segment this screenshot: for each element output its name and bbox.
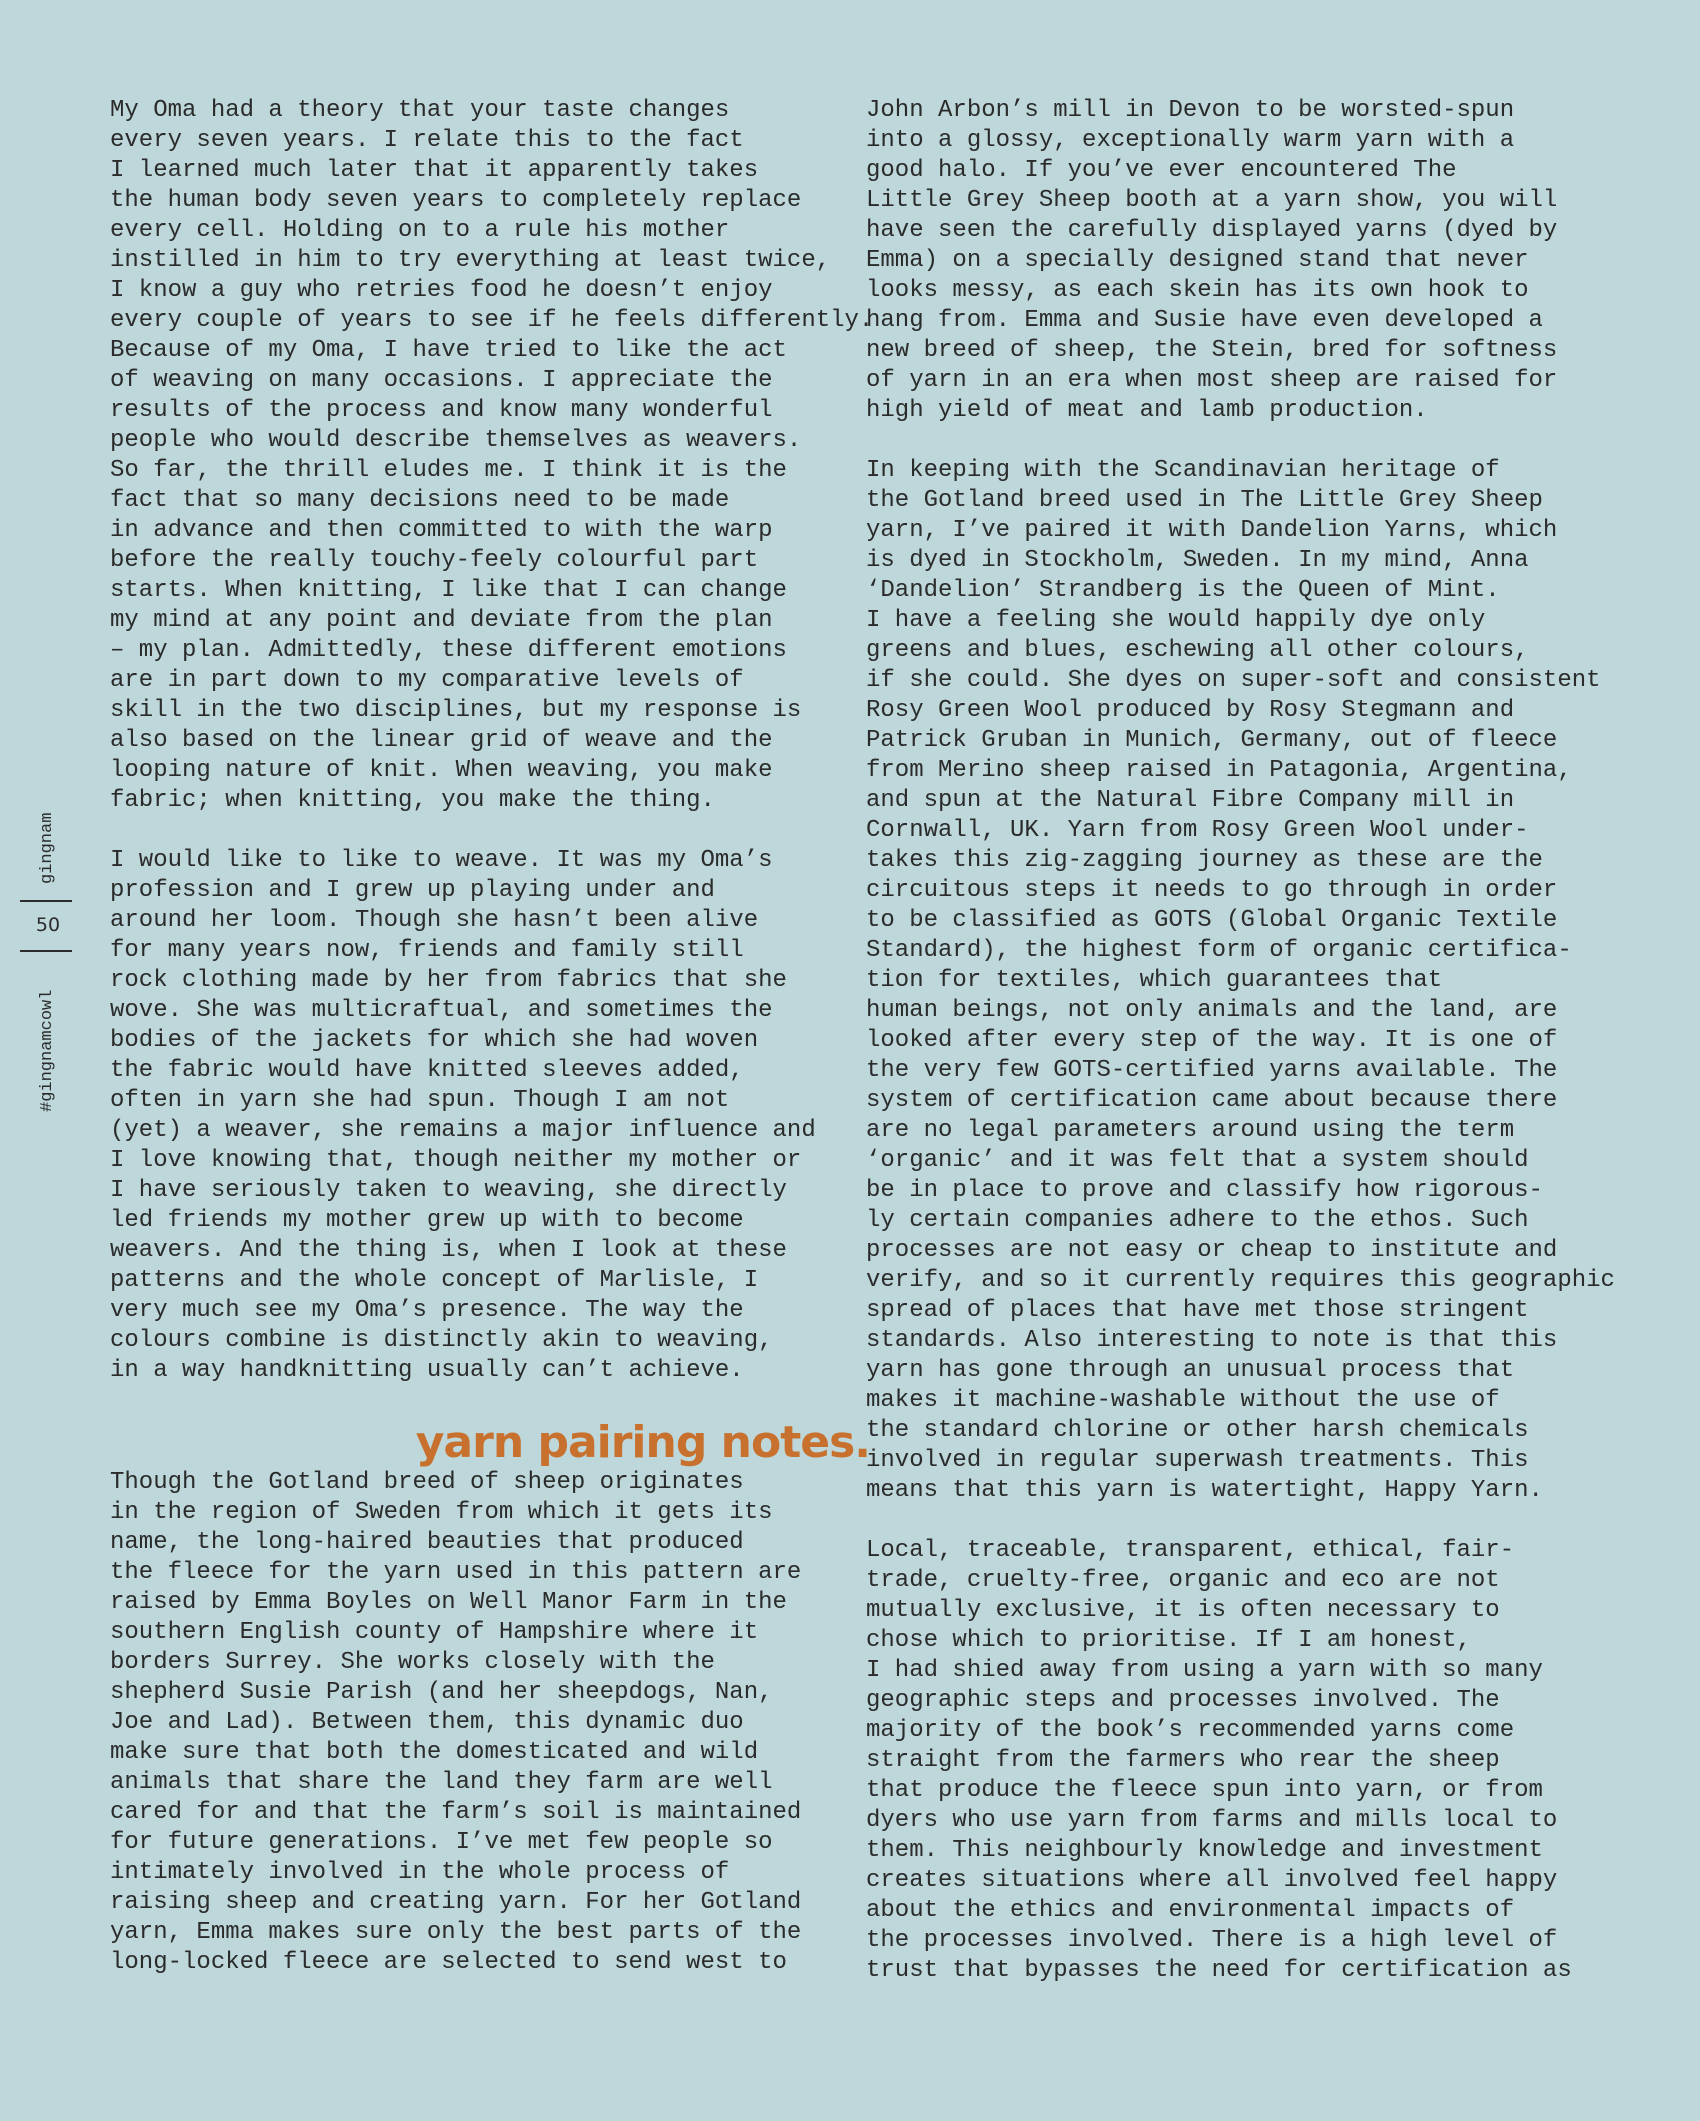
paragraph-gap [866,1506,1626,1536]
right-paragraph-3: Local, traceable, transparent, ethical, fair- trade, cruelty-free, organic and eco are not mutually exclusive, it is often necessary to chose which to prioritise. If I am honest, I had shied away from using a yarn with so many geographic steps and processes involved. The majority of the book’s recommended yarns come straight from the farmers who rear the sheep that produce the fleece spun into yarn, or from dyers who use yarn from farms and mills local to them. This neighbourly knowledge and investment creates situations where all involved feel happy about the ethics and environmental impacts of the processes involved. There is a high level of trust that bypasses the need for certification as [866,1537,1572,1984]
left-paragraph-3: Though the Gotland breed of sheep originates in the region of Sweden from which it gets its name, the long-haired beauties that produced the fleece for the yarn used in this pattern are raised by Emma Boyles on Well Manor Farm in the southern English county of Hampshire where it borders Surrey. She works closely with the shepherd Susie Parish (and her sheepdogs, Nan, Joe and Lad). Between them, this dynamic duo make sure that both the domesticated and wild animals that share the land they farm are well cared for and that the farm’s soil is maintained for future generations. I’ve met few people so intimately involved in the whole process of raising sheep and creating yarn. For her Gotland yarn, Emma makes sure only the best parts of the long-locked fleece are selected to send west to [110,1469,802,1976]
left-column [110,96,874,1978]
paragraph-gap [866,426,1626,456]
sidebar-hashtag: #gingnamcowl [38,989,57,1112]
page-number: 50 [35,914,61,936]
section-heading: yarn pairing notes. [415,1417,870,1468]
right-column [866,96,1626,1986]
section-heading-wrap [110,1417,870,1468]
sidebar-title: gingnam [38,812,57,884]
sidebar-divider-bottom [20,950,72,952]
left-paragraph-2: I would like to like to weave. It was my Oma’s profession and I grew up playing under and around her loom. Though she hasn’t been alive for many years now, friends and family still rock clothing made by her from fabrics that she wove. She was multicraftual, and sometimes the bodies of the jackets for which she had woven the fabric would have knitted sleeves added, often in yarn she had spun. Though I am not (yet) a weaver, she remains a major influence and I love knowing that, though neither my mother or I have seriously taken to weaving, she directly led friends my mother grew up with to become weavers. And the thing is, when I look at these patterns and the whole concept of Marlisle, I very much see my Oma’s presence. The way the colours combine is distinctly akin to weaving, in a way handknitting usually can’t achieve. [110,847,816,1384]
sidebar-divider-top [20,900,72,902]
right-paragraph-1: John Arbon’s mill in Devon to be worsted-spun into a glossy, exceptionally warm yarn with a good halo. If you’ve ever encountered The Little Grey Sheep booth at a yarn show, you will have seen the carefully displayed yarns (dyed by Emma) on a specially designed stand that never looks messy, as each skein has its own hook to hang from. Emma and Susie have even developed a new breed of sheep, the Stein, bred for softness of yarn in an era when most sheep are raised for high yield of meat and lamb production. [866,97,1558,424]
page-sidebar [28,790,68,1120]
paragraph-gap [110,816,870,846]
right-paragraph-2: In keeping with the Scandinavian heritage of the Gotland breed used in The Little Grey Sheep yarn, I’ve paired it with Dandelion Yarns, which is dyed in Stockholm, Sweden. In my mind, Anna ‘Dandelion’ Strandberg is the Queen of Mint. I have a feeling she would happily dye only greens and blues, eschewing all other colours, if she could. She dyes on super-soft and consistent Rosy Green Wool produced by Rosy Stegmann and Patrick Gruban in Munich, Germany, out of fleece from Merino sheep raised in Patagonia, Argentina, and spun at the Natural Fibre Company mill in Cornwall, UK. Yarn from Rosy Green Wool under- takes this zig-zagging journey as these are the circuitous steps it needs to go through in order to be classified as GOTS (Global Organic Textile Standard), the highest form of organic certifica- tion for textiles, which guarantees that human beings, not only animals and the land, are looked after every step of the way. It is one of the very few GOTS-certified yarns available. The system of certification came about because there are no legal parameters around using the term ‘organic’ and it was felt that a system should be in place to prove and classify how rigorous- ly certain companies adhere to the ethos. Such processes are not easy or cheap to institute and verify, and so it currently requires this geographic spread of places that have met those stringent standards. Also interesting to note is that this yarn has gone through an unusual process that makes it machine-washable without the use of the standard chlorine or other harsh chemicals involved in regular superwash treatments. This means that this yarn is watertight, Happy Yarn. [866,457,1615,1504]
left-paragraph-1: My Oma had a theory that your taste changes every seven years. I relate this to the fact I learned much later that it apparently takes the human body seven years to completely replace every cell. Holding on to a rule his mother instilled in him to try everything at least twice, I know a guy who retries food he doesn’t enjoy every couple of years to see if he feels differently. Because of my Oma, I have tried to like the act of weaving on many occasions. I appreciate the results of the process and know many wonderful people who would describe themselves as weavers. So far, the thrill eludes me. I think it is the fact that so many decisions need to be made in advance and then committed to with the warp before the really touchy-feely colourful part starts. When knitting, I like that I can change my mind at any point and deviate from the plan – my plan. Admittedly, these different emotions are in part down to my comparative levels of skill in the two disciplines, but my response is also based on the linear grid of weave and the looping nature of knit. When weaving, you make fabric; when knitting, you make the thing. [110,97,874,814]
